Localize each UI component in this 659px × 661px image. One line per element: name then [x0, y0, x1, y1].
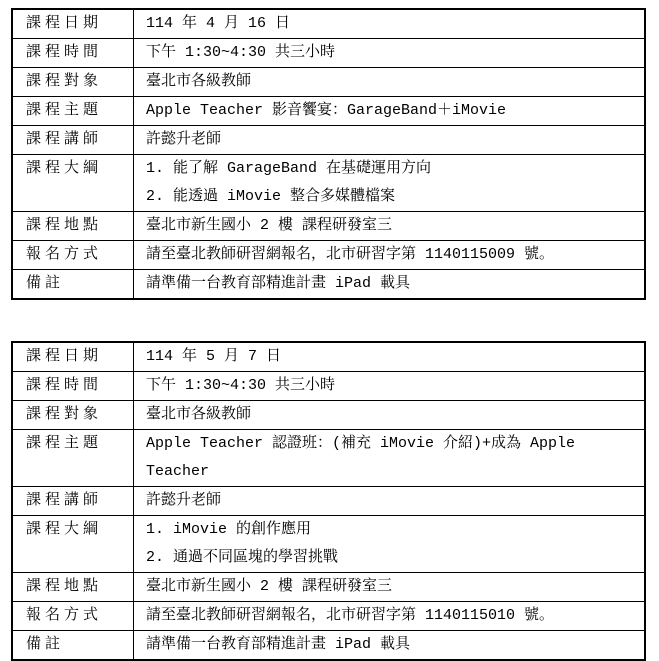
row-value: [134, 155, 646, 212]
row-value: 下午 1:30~4:30 共三小時: [134, 39, 646, 68]
row-value: 請準備一台教育部精進計畫 iPad 載具: [134, 270, 646, 300]
value-line: 1. iMovie 的創作應用: [146, 521, 312, 538]
row-value: 臺北市各級教師: [134, 68, 646, 97]
row-label: 課程主題: [12, 430, 134, 487]
table-row: [12, 126, 645, 155]
table-row: [12, 241, 645, 270]
row-label: 課程主題: [12, 97, 134, 126]
row-label: 課程日期: [12, 342, 134, 372]
table-row: [12, 372, 645, 401]
table-row: [12, 155, 645, 212]
table-row: [12, 270, 645, 300]
row-value: 114 年 4 月 16 日: [134, 9, 646, 39]
row-value: 請準備一台教育部精進計畫 iPad 載具: [134, 631, 646, 661]
table-row: [12, 68, 645, 97]
row-label: 報名方式: [12, 241, 134, 270]
row-label: 課程日期: [12, 9, 134, 39]
table-row: [12, 631, 645, 661]
row-label: 課程講師: [12, 126, 134, 155]
row-label: 備註: [12, 270, 134, 300]
row-label: 課程對象: [12, 68, 134, 97]
course-session-table-2: [11, 341, 646, 661]
row-value: 臺北市新生國小 2 樓 課程研發室三: [134, 212, 646, 241]
row-label: 課程地點: [12, 212, 134, 241]
row-value: 下午 1:30~4:30 共三小時: [134, 372, 646, 401]
table-row: [12, 516, 645, 573]
row-value: 許懿升老師: [134, 126, 646, 155]
table-row: [12, 9, 645, 39]
row-label: 課程講師: [12, 487, 134, 516]
row-value: 114 年 5 月 7 日: [134, 342, 646, 372]
table-row: [12, 97, 645, 126]
row-label: 課程大綱: [12, 516, 134, 573]
row-value: 臺北市新生國小 2 樓 課程研發室三: [134, 573, 646, 602]
table-row: [12, 39, 645, 68]
row-value: [134, 516, 646, 573]
value-line: 1. 能了解 GarageBand 在基礎運用方向: [146, 160, 432, 177]
table-row: [12, 430, 645, 487]
table-row: [12, 212, 645, 241]
row-value: 請至臺北教師研習網報名，北市研習字第 1140115010 號。: [134, 602, 646, 631]
row-label: 課程時間: [12, 39, 134, 68]
table-row: [12, 342, 645, 372]
row-value: 請至臺北教師研習網報名，北市研習字第 1140115009 號。: [134, 241, 646, 270]
row-value: 臺北市各級教師: [134, 401, 646, 430]
value-line: Teacher: [146, 463, 210, 480]
value-line: 2. 通過不同區塊的學習挑戰: [146, 549, 339, 566]
table-row: [12, 401, 645, 430]
row-value: Apple Teacher 影音饗宴：GarageBand＋iMovie: [134, 97, 646, 126]
row-label: 課程對象: [12, 401, 134, 430]
row-label: 課程地點: [12, 573, 134, 602]
row-value: [134, 430, 646, 487]
value-line: 2. 能透過 iMovie 整合多媒體檔案: [146, 188, 396, 205]
value-line: Apple Teacher 認證班：(補充 iMovie 介紹)+成為 Apple: [146, 435, 576, 452]
row-label: 報名方式: [12, 602, 134, 631]
table-row: [12, 487, 645, 516]
table-row: [12, 602, 645, 631]
course-session-table-1: [11, 8, 646, 300]
table-row: [12, 573, 645, 602]
row-label: 課程大綱: [12, 155, 134, 212]
row-label: 課程時間: [12, 372, 134, 401]
row-label: 備註: [12, 631, 134, 661]
row-value: 許懿升老師: [134, 487, 646, 516]
